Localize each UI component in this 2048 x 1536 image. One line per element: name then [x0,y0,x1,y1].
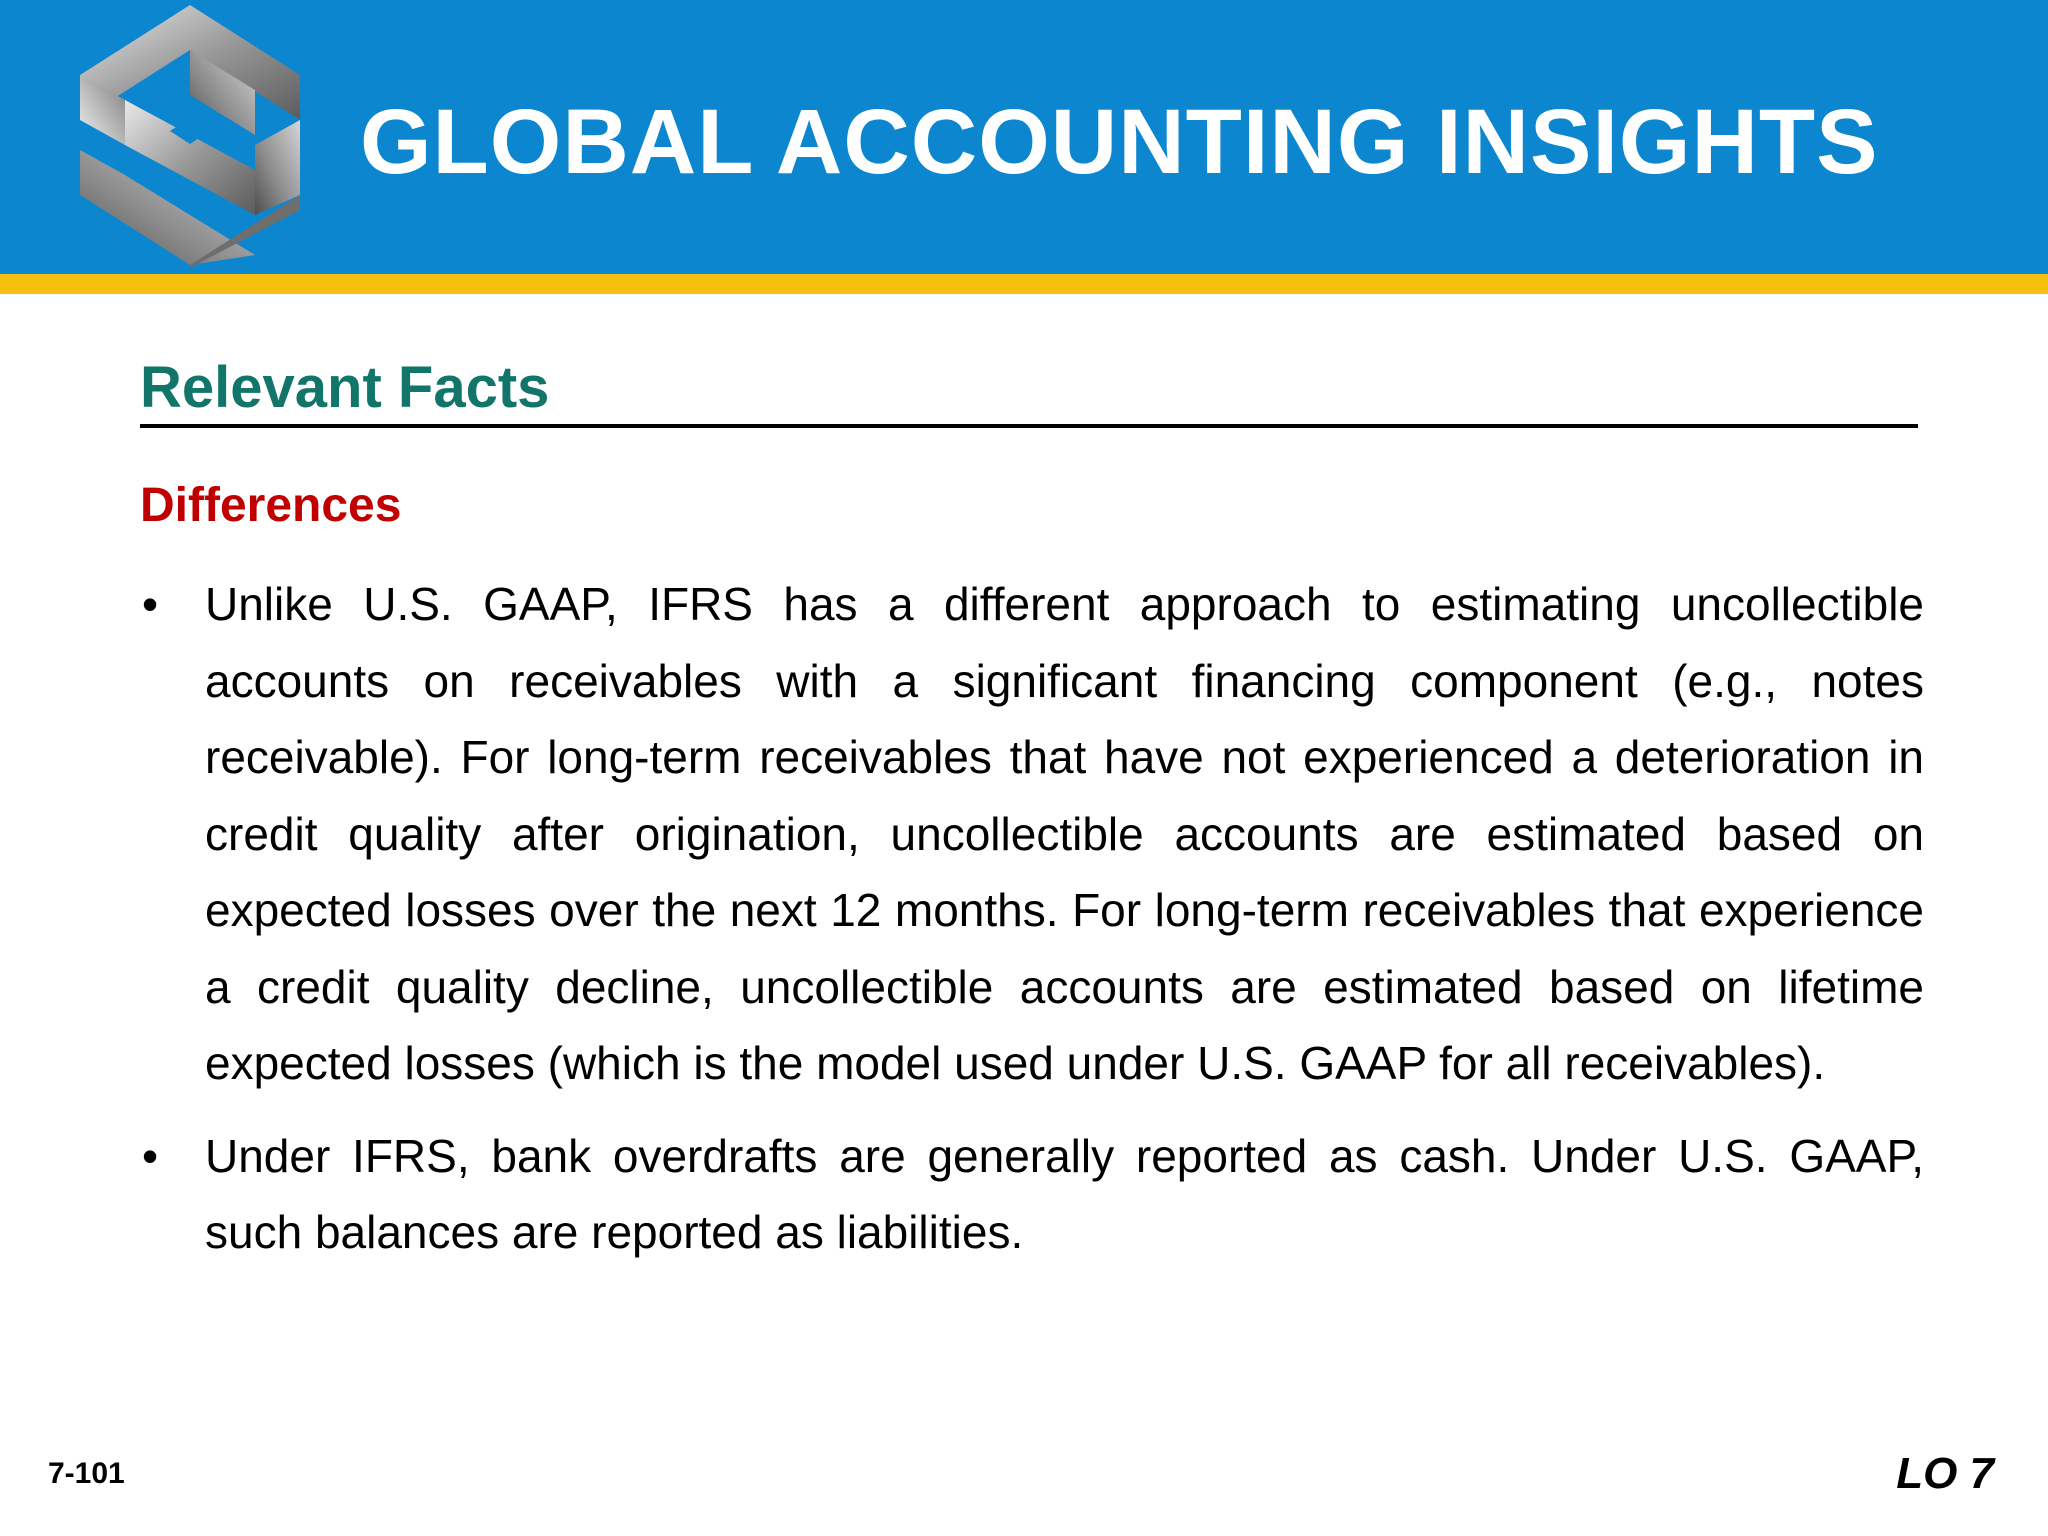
interlocking-s-logo-icon [70,0,310,270]
bullet-item [140,566,1924,1102]
section-title: Relevant Facts [140,355,550,420]
section-divider [140,424,1918,428]
bullet-icon: • [142,578,159,630]
subhead-differences: Differences [140,479,402,532]
bullet-icon: • [142,1129,159,1182]
learning-objective-label: LO 7 [1896,1449,1994,1498]
bullet-list [140,566,1924,1287]
slide-number: 7-101 [48,1457,125,1490]
bullet-text: Under IFRS, bank overdrafts are generally reported as cash. Under U.S. GAAP, such balances are reported as liabilities. [205,1129,1924,1258]
bullet-text: Unlike U.S. GAAP, IFRS has a different approach to estimating uncollectible accounts on receivables with a significant financing component (e.g., notes receivable). For long-term receivables that have not experienced a deterioration in credit quality after origination, uncollectible accounts are estimated based on expected losses over the next 12 months. For long-term receivables that experience a credit quality decline, uncollectible accounts are estimated based on lifetime expected losses (which is the model used under U.S. GAAP for all receivables). [205,578,1924,1089]
header-title: GLOBAL ACCOUNTING INSIGHTS [360,91,1879,193]
header-accent-stripe [0,274,2048,294]
bullet-item [140,1118,1924,1271]
